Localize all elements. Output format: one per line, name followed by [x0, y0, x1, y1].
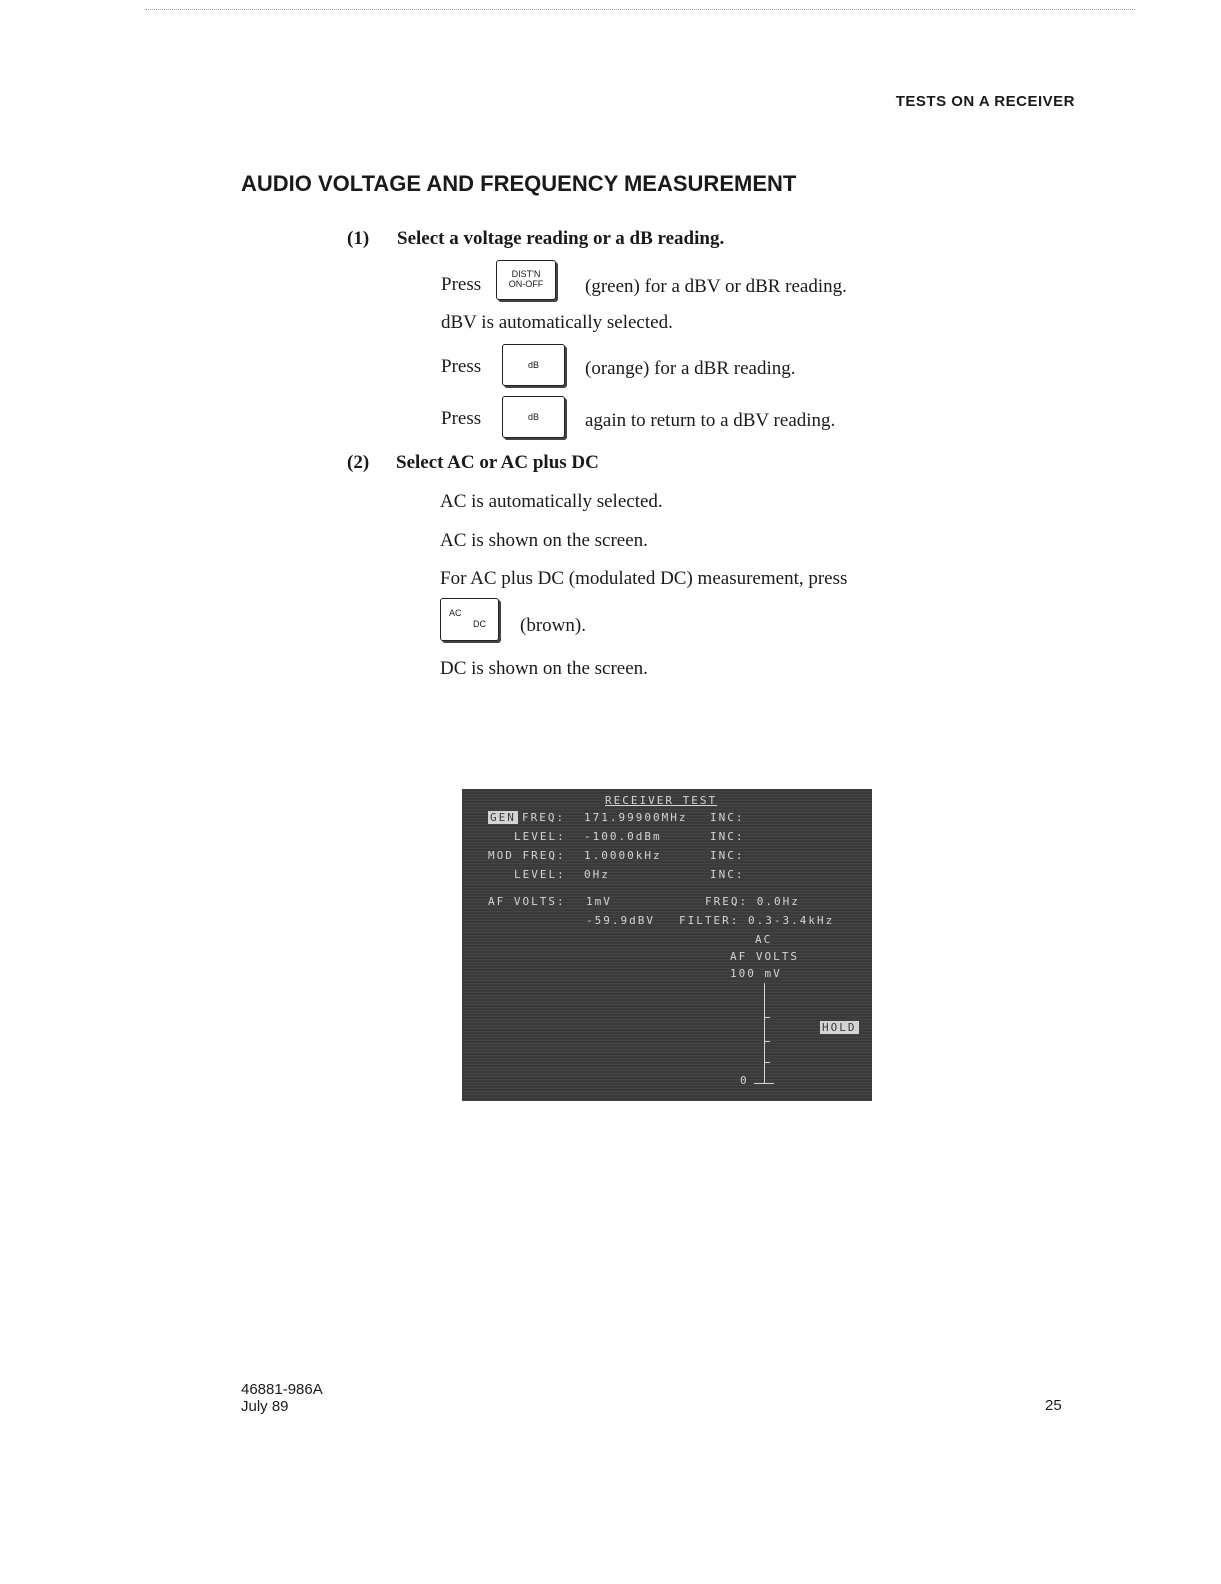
distn-key-top: DIST'N — [511, 269, 541, 279]
db-key-2 — [502, 396, 565, 438]
screen-dbv-value: -59.9dBV — [586, 914, 655, 927]
screen-hold-badge: HOLD — [822, 1021, 857, 1034]
step-1-line-1: (green) for a dBV or dBR reading. — [585, 276, 847, 297]
screen-af-volts-2: AF VOLTS — [730, 950, 799, 963]
distn-key-bottom: ON-OFF — [508, 279, 544, 289]
step-2-number: (2) — [347, 452, 370, 473]
screen-gen-badge: GEN — [490, 811, 516, 824]
footer-doc-info — [241, 1381, 323, 1415]
step-2-line-2: AC is shown on the screen. — [440, 530, 648, 551]
screen-level-label: LEVEL: — [514, 830, 566, 843]
screen-af-volts-value: 1mV — [586, 895, 612, 908]
top-rule — [145, 9, 1135, 10]
receiver-test-screen — [462, 789, 872, 1101]
screen-scale-top: 100 mV — [730, 967, 782, 980]
screen-inc-3: INC: — [710, 849, 745, 862]
step-2-line-1: AC is automatically selected. — [440, 491, 663, 512]
page-number: 25 — [1045, 1397, 1062, 1414]
step-2-line-5: DC is shown on the screen. — [440, 658, 648, 679]
ac-dc-key — [440, 598, 499, 641]
screen-mod-level-label: LEVEL: — [514, 868, 566, 881]
screen-level-value: -100.0dBm — [584, 830, 662, 843]
step-1-number: (1) — [347, 228, 370, 249]
running-header: TESTS ON A RECEIVER — [895, 93, 1075, 110]
screen-inc-2: INC: — [710, 830, 745, 843]
screen-freq-2: FREQ: 0.0Hz — [705, 895, 800, 908]
screen-freq-label: FREQ: — [522, 811, 566, 824]
step-1-line-3: (orange) for a dBR reading. — [585, 358, 796, 379]
db-key — [502, 344, 565, 386]
screen-mod-level-value: 0Hz — [584, 868, 610, 881]
screen-af-volts-label: AF VOLTS: — [488, 895, 566, 908]
screen-freq-value: 171.99900MHz — [584, 811, 688, 824]
screen-ac-indicator: AC — [755, 933, 773, 946]
step-2-line-3: For AC plus DC (modulated DC) measurement, press — [440, 568, 848, 589]
screen-meter-tick — [764, 1062, 770, 1063]
screen-meter-baseline — [754, 1083, 774, 1084]
db-key-2-label: dB — [527, 412, 539, 422]
footer-doc-number: 46881-986A — [241, 1381, 323, 1398]
page-title: AUDIO VOLTAGE AND FREQUENCY MEASUREMENT — [241, 171, 797, 196]
step-1-line-4: again to return to a dBV reading. — [585, 410, 836, 431]
screen-inc-1: INC: — [710, 811, 745, 824]
step-1-line-2: dBV is automatically selected. — [441, 312, 673, 333]
screen-scale-zero: 0 — [740, 1074, 749, 1087]
db-key-label: dB — [527, 360, 539, 370]
screen-meter-tick — [764, 1041, 770, 1042]
step-2-line-4: (brown). — [520, 615, 586, 636]
screen-inc-4: INC: — [710, 868, 745, 881]
ac-dc-key-ac: AC — [449, 608, 462, 618]
screen-mod-freq-label: MOD FREQ: — [488, 849, 566, 862]
step-1-press-2: Press — [441, 356, 482, 377]
screen-filter: FILTER: 0.3-3.4kHz — [679, 914, 835, 927]
screen-mod-freq-value: 1.0000kHz — [584, 849, 662, 862]
step-1-press-3: Press — [441, 408, 482, 429]
footer-date: July 89 — [241, 1398, 289, 1415]
step-2-heading: Select AC or AC plus DC — [396, 452, 599, 473]
ac-dc-key-dc: DC — [473, 619, 486, 629]
screen-meter-axis — [764, 983, 765, 1083]
screen-title: RECEIVER TEST — [605, 794, 718, 807]
step-1-heading: Select a voltage reading or a dB reading. — [397, 228, 725, 249]
screen-meter-tick — [764, 1017, 770, 1018]
distn-on-off-key — [496, 260, 556, 300]
step-1-press-1: Press — [441, 274, 482, 295]
